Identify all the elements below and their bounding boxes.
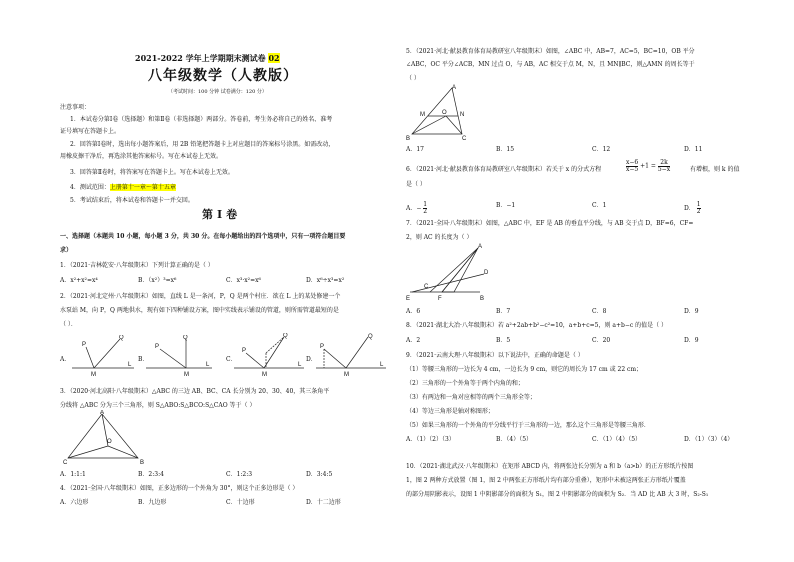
note-line-range xyxy=(70,184,176,191)
q7-option-a[interactable]: A．6 xyxy=(406,308,421,315)
label-m: M xyxy=(91,372,96,378)
label-p: P xyxy=(82,342,87,348)
q2-option-d[interactable]: D． xyxy=(306,356,317,363)
q5-option-a[interactable]: A．17 xyxy=(406,146,424,153)
q8-option-c[interactable]: C．20 xyxy=(592,337,611,344)
q4-stem: 4．（2021·全国·八年级期末）如图，正多边形的一个外角为 30°，则这个正多边形是（ ） xyxy=(60,485,299,492)
label-m: M xyxy=(262,372,267,378)
range-label: 4．测试范围： xyxy=(70,184,110,191)
q2-figure-b xyxy=(146,335,212,379)
label-o: O xyxy=(107,439,112,445)
label-p: P xyxy=(242,348,247,354)
q2-stem: 2．（2021·河北定州·八年级期末）如图，直线 L 是一条河，P，Q 是两个村庄．欲在 L 上的某处修建一个 xyxy=(60,293,341,300)
q2-figure-c xyxy=(234,333,304,379)
section-instruction: 一、选择题（本题共 10 小题，每小题 3 分，共 30 分。在每小题给出的四个选项中，只有一项符合题目要 xyxy=(60,233,346,240)
q4-option-c[interactable]: C．十边形 xyxy=(226,499,255,506)
q2-option-b[interactable]: B． xyxy=(138,356,149,363)
q7-option-b[interactable]: B．7 xyxy=(496,308,511,315)
label-b: B xyxy=(140,460,145,466)
q7-option-d[interactable]: D．9 xyxy=(684,308,699,315)
label-p: P xyxy=(320,344,325,350)
label-n: N xyxy=(460,112,465,118)
q9-stem: 9．（2021·云南大理·八年级期末）以下说法中，正确的命题是（ ） xyxy=(406,352,584,359)
q9-option-b[interactable]: B．（4）（5） xyxy=(496,436,533,443)
label-q: Q xyxy=(183,335,188,341)
q4-option-b[interactable]: B．九边形 xyxy=(138,499,167,506)
q1-option-c[interactable]: C．x³·x²=x⁶ xyxy=(226,277,261,284)
label-b: B xyxy=(480,296,485,302)
label-l: L xyxy=(380,362,384,368)
q3-stem: 3．（2020·河北高阳·八年级期末）△ABC 的三边 AB、BC、CA 长分别为 20、30、40，其三条角平 xyxy=(60,388,330,395)
label-b: B xyxy=(406,136,411,140)
label-m: M xyxy=(184,372,189,378)
label-q: Q xyxy=(119,335,124,341)
q9-statement: （3）有两边和一角对应相等的两个三角形全等； xyxy=(406,394,536,401)
q9-statement: （4）等边三角形是轴对称图形； xyxy=(406,408,494,415)
q7-stem: 2，则 AC 的长度为（ ） xyxy=(406,234,473,241)
label-p: P xyxy=(155,344,160,350)
range-value: 上册第十一章～第十五章 xyxy=(109,184,176,191)
label-f: F xyxy=(438,296,442,302)
q6-equation xyxy=(626,160,670,173)
q5-figure xyxy=(406,84,476,140)
q9-statement: （2）三角形的一个外角等于两个内角的和； xyxy=(406,380,524,387)
q1-stem: 1．（2021·吉林乾安·八年级期末）下列计算正确的是（ ） xyxy=(60,262,214,269)
section-title: 第Ⅰ卷 xyxy=(202,208,242,221)
q9-option-a[interactable]: A．（1）（2）（3） xyxy=(406,436,455,443)
q2-figure-a xyxy=(72,335,134,379)
label-c: C xyxy=(462,136,467,140)
q3-option-a[interactable]: A．1:1:1 xyxy=(60,471,86,478)
q3-stem: 分线将 △ABC 分为三个三角形，则 S△ABO:S△BCO:S△CAO 等于（ ） xyxy=(60,402,256,409)
subject-title: 八年级数学（人教版） xyxy=(148,68,298,84)
q2-option-c[interactable]: C． xyxy=(226,356,237,363)
label-a: A xyxy=(452,85,457,91)
frac1-denominator: x−5 xyxy=(626,166,639,173)
q6-stem: 是（ ） xyxy=(406,181,426,188)
label-o: O xyxy=(442,110,447,116)
q2-stem: （ ）． xyxy=(60,321,77,328)
q5-option-b[interactable]: B．15 xyxy=(496,146,515,153)
label-d: D xyxy=(484,270,489,276)
q2-option-a[interactable]: A． xyxy=(60,356,71,363)
label-c: C xyxy=(63,460,68,466)
q5-option-d[interactable]: D．11 xyxy=(684,146,703,153)
note-line: 用橡皮擦干净后，再选涂其他答案标号。写在本试卷上无效。 xyxy=(60,153,223,160)
frac2-numerator: 2k xyxy=(658,160,670,167)
q7-figure xyxy=(406,240,496,302)
q3-option-d[interactable]: D．3:4:5 xyxy=(306,471,333,478)
q8-option-d[interactable]: D．9 xyxy=(684,337,699,344)
q1-option-b[interactable]: B．（x²）³=x⁶ xyxy=(138,277,177,284)
q9-statement: （1）等腰三角形的一边长为 4 cm，一边长为 9 cm，则它的周长为 17 cm 或 22 cm； xyxy=(406,366,643,373)
note-line: 3．回答第Ⅱ卷时，将答案写在答题卡上。写在本试卷上无效。 xyxy=(70,169,234,176)
q2-stem: 水泵站 M，向 P，Q 两地供水，现有如下四种铺设方案，图中实线表示铺设的管道，则所需管道最短的是 xyxy=(60,307,339,314)
q6-option-c[interactable]: C．1 xyxy=(592,202,607,209)
q5-stem: （ ） xyxy=(406,75,420,82)
frac1-numerator: x−6 xyxy=(626,159,639,166)
label-q: Q xyxy=(368,334,373,340)
note-line: 5．考试结束后，将本试卷和答题卡一并交回。 xyxy=(70,197,194,204)
label-q: Q xyxy=(283,333,288,339)
q9-option-d[interactable]: D．（1）（3）（4） xyxy=(684,436,734,443)
q8-option-b[interactable]: B．5 xyxy=(496,337,511,344)
q3-option-c[interactable]: C．1:2:3 xyxy=(226,471,253,478)
half-numerator: 1 xyxy=(696,201,701,208)
q6-option-d[interactable] xyxy=(684,202,701,215)
exam-number: 02 xyxy=(268,53,280,63)
q5-stem: ∠ABC，OC 平分∠ACB，MN 过点 O，与 AB，AC 相交于点 M，N，且 MN∥BC，则△AMN 的周长等于 xyxy=(406,61,695,68)
q8-stem: 8．（2021·湖北大冶·八年级期末）若 a²+2ab+b²−c²=10，a+b+c=5，则 a+b−c 的值是（ ） xyxy=(406,322,668,329)
option-d-label: D． xyxy=(684,205,695,212)
label-a: A xyxy=(478,244,483,250)
q2-figure-d xyxy=(316,333,386,379)
half-denominator: 2 xyxy=(423,208,428,215)
q10-stem: 1，图 2 两种方式放置（图 1，图 2 中两张正方形纸片均有部分重叠），矩形中未被这两张正方形纸片覆盖 xyxy=(406,477,686,484)
half-denominator: 2 xyxy=(696,208,701,215)
frac2-denominator: 5−x xyxy=(657,166,671,173)
q6-stem: 6．（2021·河北·献县教育体育局教研室八年级期末）若关于 x 的分式方程 xyxy=(406,166,602,173)
notes-heading: 注意事项： xyxy=(60,104,91,111)
q5-option-c[interactable]: C．12 xyxy=(592,146,611,153)
exam-title xyxy=(135,55,280,62)
q1-option-d[interactable]: D．x⁶÷x³=x² xyxy=(306,277,345,284)
label-l: L xyxy=(128,362,132,368)
label-l: L xyxy=(298,362,302,368)
note-line: 1．本试卷分第Ⅰ卷（选择题）和第Ⅱ卷（非选择题）两部分。答卷前，考生务必将自己的姓名、准考 xyxy=(70,116,333,123)
half-numerator: 1 xyxy=(423,201,428,208)
label-l: L xyxy=(206,362,210,368)
q6-option-a[interactable] xyxy=(406,202,427,215)
label-m: M xyxy=(420,112,425,118)
q3-option-b[interactable]: B．2:3:4 xyxy=(138,471,164,478)
note-line: 证号填写在答题卡上。 xyxy=(60,128,121,135)
q7-option-c[interactable]: C．8 xyxy=(592,308,607,315)
label-a: A xyxy=(100,410,105,416)
q9-option-c[interactable]: C．（1）（4）（5） xyxy=(592,436,642,443)
label-c: C xyxy=(424,284,429,290)
exam-info: （考试时间：100 分钟 试卷满分：120 分） xyxy=(168,89,267,95)
q4-option-d[interactable]: D．十二边形 xyxy=(306,499,341,506)
q5-stem: 5．（2021·河北·献县教育体育局教研室八年级期末）如图，∠ABC 中，AB=7，AC=5，BC=10，OB 平分 xyxy=(406,48,695,55)
q6-option-b[interactable]: B．−1 xyxy=(496,202,516,209)
exam-title-text: 2021-2022 学年上学期期末测试卷 xyxy=(135,53,266,63)
q8-option-a[interactable]: A．2 xyxy=(406,337,421,344)
q4-option-a[interactable]: A．六边形 xyxy=(60,499,89,506)
q6-stem-tail: 有增根，则 k 的值 xyxy=(690,166,740,173)
q1-option-a[interactable]: A．x²+x²=x⁴ xyxy=(60,277,98,284)
q10-stem: 的部分用阴影表示，设图 1 中阴影部分的面积为 S₁，图 2 中阴影部分的面积为 S₂．当 AD 比 AB 大 3 时，S₂-S₁ xyxy=(406,491,709,498)
q9-statement: （5）如果三角形的一个外角的平分线平行于三角形的一边，那么这个三角形是等腰三角形． xyxy=(406,422,650,429)
option-a-label: A．− xyxy=(406,205,422,212)
q3-figure xyxy=(60,410,150,468)
note-line: 2．回答第Ⅰ卷时，选出每小题答案后，用 2B 铅笔把答题卡上对应题目的答案标号涂黑。如需改动， xyxy=(70,141,335,148)
section-instruction: 求） xyxy=(60,247,73,254)
equation-middle: +1 = xyxy=(640,162,656,170)
label-e: E xyxy=(406,296,411,302)
q7-stem: 7．（2021·全国·八年级期末）如图，△ABC 中，EF 是 AB 的垂直平分线，与 AB 交于点 D，BF=6，CF= xyxy=(406,220,694,227)
q10-stem: 10．（2021·湖北武汉·八年级期末）在矩形 ABCD 内，将两张边长分别为 a 和 b（a>b）的正方形纸片按图 xyxy=(406,463,694,470)
label-m: M xyxy=(344,372,349,378)
